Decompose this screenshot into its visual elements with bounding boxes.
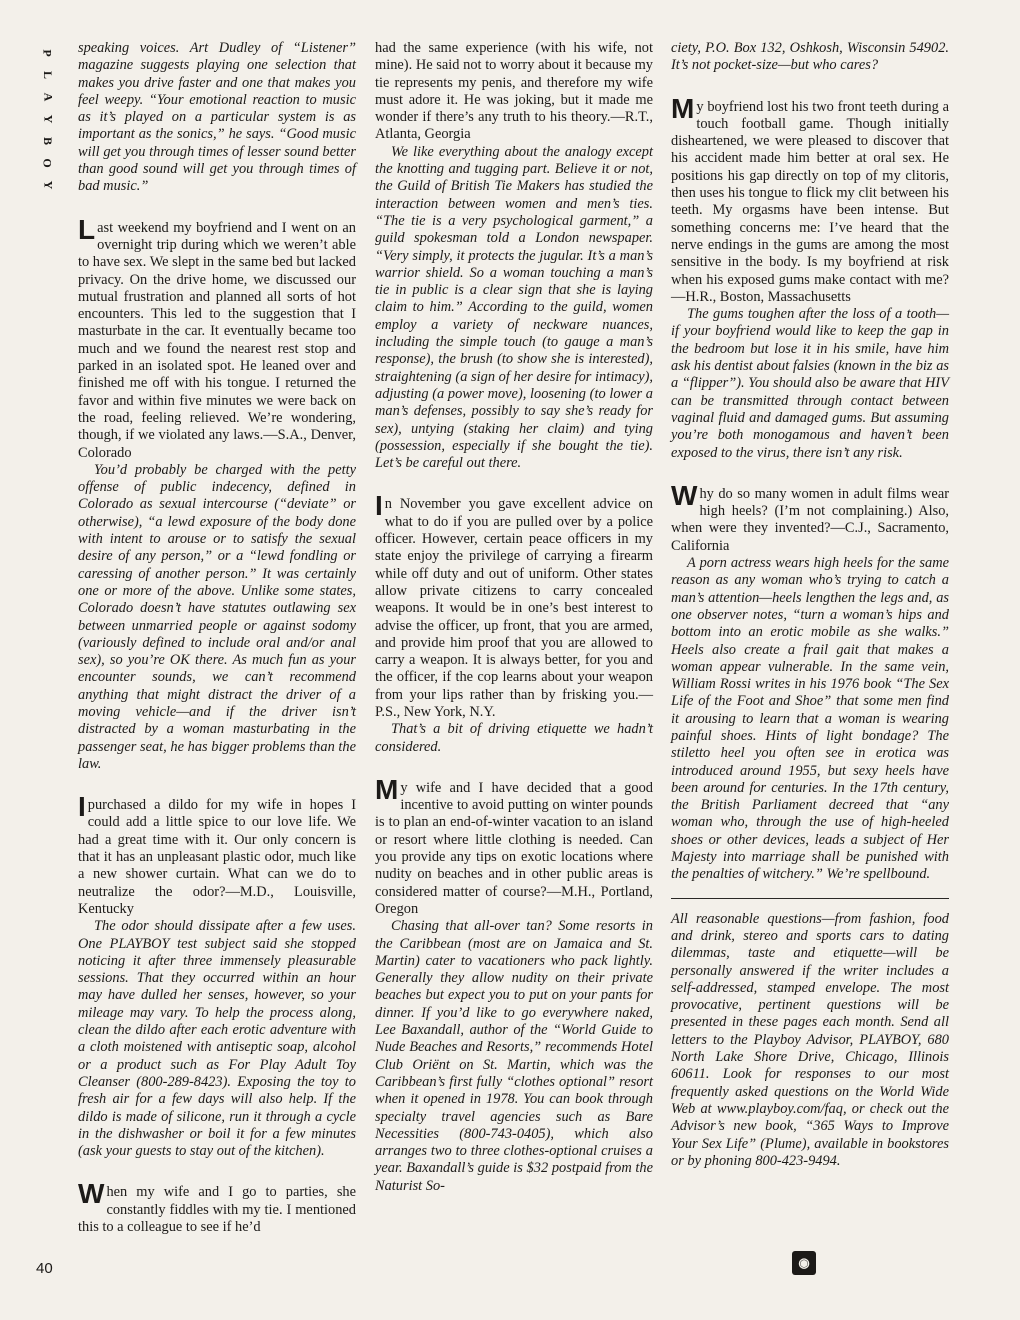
answer-text: ciety, P.O. Box 132, Oshkosh, Wisconsin 54902. It’s not pocket-size—but who cares?: [671, 40, 949, 74]
question-text: ast weekend my boyfriend and I went on an overnight trip during which we weren’t able to have sex. We slept in the same bed but lacked privacy. On the drive home, we discussed our mutual frustration and planned all sorts of hot encounters. This led to the suggestion that I masturbate in the car. It eventually became too much and we found the nearest rest stop and parked in an isolated spot. He leaned over and finished me off with his tongue. I returned the favor and within five minutes we were back on the road, feeling relieved. We’re wondering, though, if we violated any laws.—S.A., Denver, Colorado: [78, 219, 356, 461]
question-text: n November you gave excellent advice on what to do if you are pulled over by a police officer. However, certain peace officers in my state enjoy the privilege of carrying a firearm while off duty and out of uniform. Other states allow private citizens to carry concealed weapons. It would be in one’s best interest to advise the officer, up front, that you are armed, and provide him proof that you are allowed to carry a weapon. It is always better, for you and the officer, if the cop learns about your weapon from your lips rather than by frisking you.—P.S., New York, N.Y.: [375, 496, 653, 720]
question-text: had the same experience (with his wife, not mine). He said not to worry about it because my tie represents my penis, and therefore my wife must adore it. He was joking, but it made me wonder if there’s any truth to his theory.—R.T., Atlanta, Georgia: [375, 40, 653, 143]
question-text: y wife and I have decided that a good incentive to avoid putting on winter pounds is to plan an end-of-winter vacation to an island or resort where little clothing is needed. Can you provide any tips on exotic locations where nudity on beaches and in other public areas is considered matter of course?—M.H., Portland, Oregon: [375, 779, 653, 917]
question: [78, 213, 356, 462]
question: [671, 92, 949, 307]
column-1: [78, 40, 356, 1236]
rabbit-head-icon: ◉: [792, 1251, 816, 1275]
drop-cap: I: [375, 490, 383, 522]
divider: [671, 898, 949, 899]
question-text: purchased a dildo for my wife in hopes I could add a little spice to our love life. We had a great time with it. Our only concern is that it has an unpleasant plastic odor, much like a new shower curtain. What can we do to neutralize the odor?—M.D., Louisville, Kentucky: [78, 797, 356, 917]
logo-letter: B: [40, 136, 55, 146]
question: [671, 479, 949, 555]
answer-text: speaking voices. Art Dudley of “Listener” magazine suggests playing one selection that makes you drive faster and one that makes you feel weepy. “Your emotional reaction to music as it’s played on a particular system is as important as the sonics,” he says. “Good music will get you through times of lesser sound better than good sound will get you through times of bad music.”: [78, 40, 356, 195]
column-3: [671, 40, 949, 1170]
page-number: 40: [36, 1260, 53, 1277]
drop-cap: L: [78, 213, 96, 245]
answer-text: That’s a bit of driving etiquette we hadn’t considered.: [375, 721, 653, 755]
question-text: hy do so many women in adult films wear high heels? (I’m not complaining.) Also, when were they invented?—C.J., Sacramento, California: [671, 485, 949, 554]
advisor-footer-note: All reasonable questions—from fashion, food and drink, stereo and sports cars to dating dilemmas, taste and etiquette—will be personally answered if the writer includes a self-addressed, stamped envelope. The most provocative, pertinent questions will be presented in these pages each month. Send all letters to the Playboy Advisor, PLAYBOY, 680 North Lake Shore Drive, Chicago, Illinois 60611. Look for responses to our most frequently asked questions on the World Wide Web at www.playboy.com/faq, or check out the Advisor’s new book, “365 Ways to Improve Your Sex Life” (Plume), available in bookstores or by phoning 800-423-9494.: [671, 910, 949, 1169]
question-text: hen my wife and I go to parties, she constantly fiddles with my tie. I mentioned this to a colleague to see if he’d: [78, 1184, 356, 1235]
question: [375, 773, 653, 918]
drop-cap: W: [671, 479, 698, 511]
answer-text: A porn actress wears high heels for the same reason as any woman who’s trying to catch a man’s attention—heels lengthen the legs and, as one observer notes, “turn a woman’s hips and bottom into an erotic mobile as she walks.” Heels also create a frail gait that makes a woman appear vulnerable. In the same vein, William Rossi writes in his 1976 book “The Sex Life of the Foot and Shoe” that some men find it arousing to learn that a woman is wearing painful shoes. Hints of light bondage? The stiletto heel you often see in erotica was introduced around 1955, but sexy heels have been around for centuries. In the 17th century, the British Parliament decreed that “any woman who, through the use of high-heeled shoes or other devices, leads a subject of Her Majesty into marriage shall be punished with the penalties of witchery.” We’re spellbound.: [671, 555, 949, 883]
answer-text: We like everything about the analogy except the knotting and tugging part. Believe it or not, the Guild of British Tie Makers has studied the interaction between women and men’s ties. “The tie is a very psychological garment,” a guild spokesman told a London newspaper. “Very simply, it protects the jugular. It’s a man’s warrior shield. So a woman touching a man’s tie in public is a clear sign that she is laying claim to him.” According to the guild, women employ a variety of neckware nuances, including the simple touch (to gauge a man’s response), the brush (to show she is interested), straightening (a sign of her desire for intimacy), adjusting (a power move), loosening (to lower a man’s defenses, possibly to say she’s ready for sex), untying (staking her claim) and tying (possession, especially if she bought the tie). Let’s be careful out there.: [375, 143, 653, 472]
logo-letter: A: [40, 92, 55, 102]
logo-letter: O: [41, 158, 55, 168]
drop-cap: I: [78, 791, 86, 823]
drop-cap: W: [78, 1178, 105, 1210]
playboy-side-logo: [36, 42, 60, 196]
drop-cap: M: [671, 92, 695, 124]
answer-text: Chasing that all-over tan? Some resorts in the Caribbean (most are on Jamaica and St. Martin) cater to vacationers who pack lightly. Generally they allow nudity on their private beaches but expect you to put on your pants for dinner. If you’d like to go everywhere naked, Lee Baxandall, author of the “World Guide to Nude Beaches and Resorts,” recommends Hotel Club Oriënt on St. Martin, which was the Caribbean’s first fully “clothes optional” resort when it opened in 1978. You can book through specialty travel agencies such as Bare Necessities (800-743-0405), which also arranges two to three clothes-optional cruises a year. Baxandall’s guide is $32 postpaid from the Naturist So-: [375, 918, 653, 1194]
column-2: [375, 40, 653, 1195]
question: [375, 490, 653, 721]
question: [78, 1178, 356, 1236]
question-text: y boyfriend lost his two front teeth during a touch football game. Though initially disheartened, we were pleased to discover that his accident made him better at oral sex. He positions his gap directly on top of my clitoris, then uses his tongue to flick my clit between his teeth. My orgasms have been intense. But something concerns me: I’ve heard that the nerve endings in the gums are among the most sensitive in the body. Is my boyfriend at risk when his exposed gums make contact with me?—H.R., Boston, Massachusetts: [671, 98, 949, 305]
logo-letter: Y: [40, 114, 55, 124]
question: [78, 791, 356, 918]
answer-text: The odor should dissipate after a few uses. One PLAYBOY test subject said she stopped noticing it after three immensely pleasurable sessions. That they occurred within an hour may have dulled her senses, however, so your mileage may vary. To help the process along, clean the dildo after each erotic adventure with a cloth moistened with antiseptic soap, alcohol or a product such as For Play Adult Toy Cleanser (800-289-8423). Exposing the toy to fresh air for a few days will also help. If the dildo is made of silicone, run it through a cycle in the dishwasher or boil it for a few minutes (ask your guests to stay out of the kitchen).: [78, 918, 356, 1160]
logo-letter: L: [40, 70, 55, 80]
logo-letter: Y: [40, 180, 55, 190]
logo-letter: P: [41, 49, 55, 57]
answer-text: You’d probably be charged with the petty offense of public indecency, defined in Colorado as sexual intercourse (“deviate” or otherwise), “a lewd exposure of the body done with intent to arouse or to satisfy the sexual desire of any person,” or a “lewd fondling or caressing of another person.” It was certainly one or more of the above. Unlike some states, Colorado doesn’t have statutes outlawing sex between unmarried people or against sodomy (variously defined to include oral and/or anal sex), so you’re OK there. As much fun as your encounter sounds, we can’t recommend anything that might distract the driver of a moving vehicle—and if the driver isn’t distracted by a woman masturbating in the passenger seat, he has bigger problems than the law.: [78, 461, 356, 772]
drop-cap: M: [375, 773, 399, 805]
answer-text: The gums toughen after the loss of a tooth—if your boyfriend would like to keep the gap in the bedroom but lose it in his smile, have him ask his dentist about falsies (known in the biz as a “flipper”). You should also be aware that HIV can be transmitted through contact between vaginal fluid and damaged gums. But assuming you’re both monogamous and haven’t been exposed to the virus, there isn’t any risk.: [671, 306, 949, 461]
